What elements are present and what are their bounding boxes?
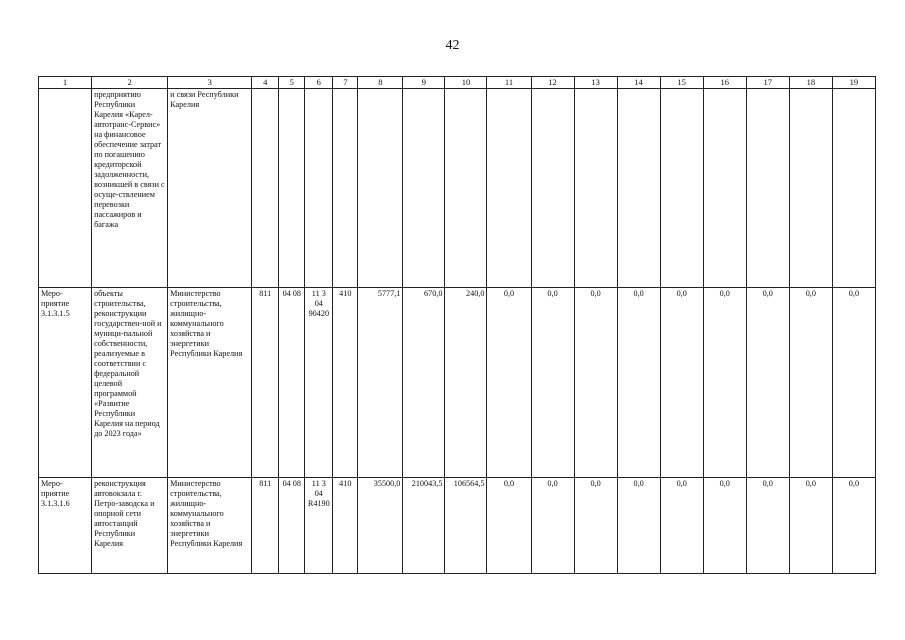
cell-c13: 0,0 — [574, 478, 617, 574]
cell-c10: 240,0 — [445, 288, 487, 478]
cell-c11: 0,0 — [487, 478, 531, 574]
column-header: 16 — [703, 77, 746, 89]
table-row — [39, 288, 876, 478]
cell-c7: 410 — [333, 478, 358, 574]
cell-description: предприятию Республики Карелия «Карел-автотранс-Сервис» на финансовое обеспечение затрат по погашению кредиторской задолженности, возникшей в связи с осуще-ствлением перевозки пассажиров и багажа — [92, 89, 168, 288]
cell-executor: Министерство строительства, жилищно-коммунального хозяйства и энергетики Республики Карелия — [168, 288, 252, 478]
column-header: 12 — [531, 77, 574, 89]
column-header: 3 — [168, 77, 252, 89]
cell-c12: 0,0 — [531, 288, 574, 478]
column-header: 1 — [39, 77, 92, 89]
cell-description: реконструкция автовокзала г. Петро-заводска и опорной сети автостанций Республики Карелия — [92, 478, 168, 574]
cell-c10 — [445, 89, 487, 288]
cell-c5: 04 08 — [279, 288, 305, 478]
column-header: 15 — [660, 77, 703, 89]
cell-c8: 35500,0 — [358, 478, 403, 574]
column-header: 6 — [305, 77, 333, 89]
cell-c14: 0,0 — [617, 478, 660, 574]
cell-c9 — [403, 89, 445, 288]
cell-c19 — [832, 89, 875, 288]
cell-c9: 210043,5 — [403, 478, 445, 574]
cell-c18 — [789, 89, 832, 288]
cell-c5 — [279, 89, 305, 288]
cell-c11: 0,0 — [487, 288, 531, 478]
cell-c13: 0,0 — [574, 288, 617, 478]
cell-c15: 0,0 — [660, 478, 703, 574]
cell-c16 — [703, 89, 746, 288]
cell-c8: 5777,1 — [358, 288, 403, 478]
cell-c18: 0,0 — [789, 478, 832, 574]
cell-c16: 0,0 — [703, 478, 746, 574]
column-header: 7 — [333, 77, 358, 89]
cell-c4: 811 — [252, 288, 279, 478]
column-header: 8 — [358, 77, 403, 89]
budget-table — [38, 76, 876, 574]
cell-c11 — [487, 89, 531, 288]
cell-c13 — [574, 89, 617, 288]
cell-c12 — [531, 89, 574, 288]
cell-description: объекты строительства, реконструкции государствен-ной и муници-пальной собственности, реализуемые в соответствии с федеральной целевой программой «Развитие Республики Карелия на период до 2023 года» — [92, 288, 168, 478]
cell-c18: 0,0 — [789, 288, 832, 478]
cell-c17 — [746, 89, 789, 288]
column-header: 19 — [832, 77, 875, 89]
column-header: 14 — [617, 77, 660, 89]
column-header: 5 — [279, 77, 305, 89]
cell-event: Меро-приятие 3.1.3.1.6 — [39, 478, 92, 574]
cell-c7 — [333, 89, 358, 288]
column-header: 18 — [789, 77, 832, 89]
cell-c15 — [660, 89, 703, 288]
cell-event — [39, 89, 92, 288]
column-header: 4 — [252, 77, 279, 89]
cell-c16: 0,0 — [703, 288, 746, 478]
cell-c17: 0,0 — [746, 478, 789, 574]
column-header: 13 — [574, 77, 617, 89]
cell-c6: 11 3 04 R4190 — [305, 478, 333, 574]
cell-c9: 670,0 — [403, 288, 445, 478]
cell-c6: 11 3 04 90420 — [305, 288, 333, 478]
cell-executor: Министерство строительства, жилищно-коммунального хозяйства и энергетики Республики Карелия — [168, 478, 252, 574]
cell-c14 — [617, 89, 660, 288]
cell-event: Меро-приятие 3.1.3.1.5 — [39, 288, 92, 478]
cell-executor: и связи Республики Карелия — [168, 89, 252, 288]
table-row — [39, 478, 876, 574]
cell-c12: 0,0 — [531, 478, 574, 574]
cell-c19: 0,0 — [832, 478, 875, 574]
column-header: 10 — [445, 77, 487, 89]
cell-c4 — [252, 89, 279, 288]
cell-c10: 106564,5 — [445, 478, 487, 574]
cell-c8 — [358, 89, 403, 288]
cell-c15: 0,0 — [660, 288, 703, 478]
cell-c7: 410 — [333, 288, 358, 478]
cell-c5: 04 08 — [279, 478, 305, 574]
header-row — [39, 77, 876, 89]
cell-c19: 0,0 — [832, 288, 875, 478]
cell-c17: 0,0 — [746, 288, 789, 478]
table-row — [39, 89, 876, 288]
cell-c4: 811 — [252, 478, 279, 574]
column-header: 11 — [487, 77, 531, 89]
page-number: 42 — [445, 38, 460, 53]
cell-c6 — [305, 89, 333, 288]
cell-c14: 0,0 — [617, 288, 660, 478]
column-header: 2 — [92, 77, 168, 89]
column-header: 17 — [746, 77, 789, 89]
column-header: 9 — [403, 77, 445, 89]
